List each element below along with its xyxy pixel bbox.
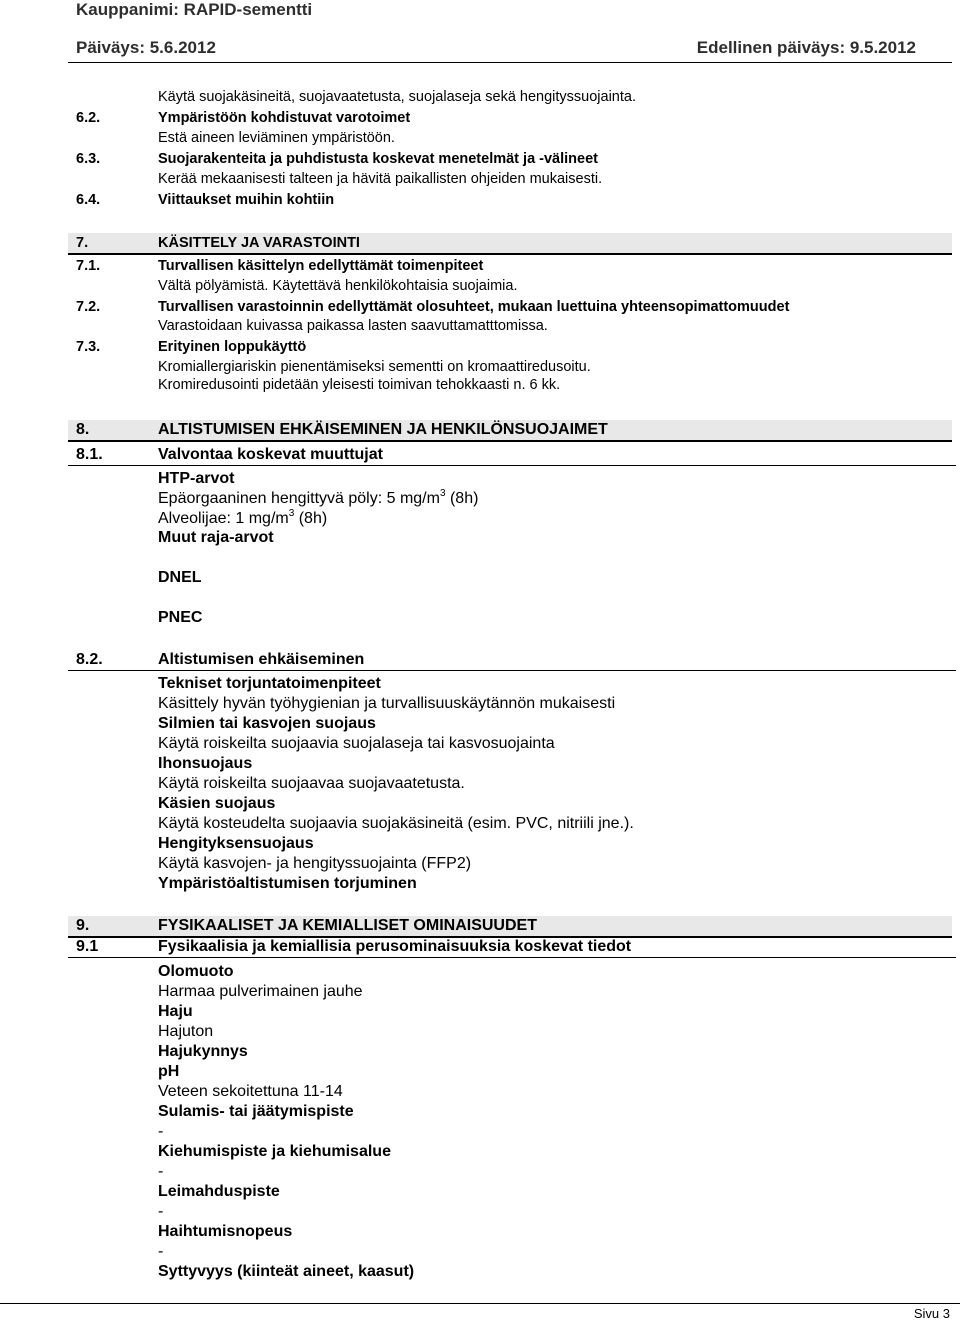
sec7-2-body: Varastoidaan kuivassa paikassa lasten saavuttamatttomissa.	[158, 318, 548, 334]
sec9-1-title: Fysikaalisia ja kemiallisia perusominaisuuksia koskevat tiedot	[158, 938, 632, 955]
melting-body: -	[158, 1123, 164, 1140]
sec7-3-body-b: Kromiredusointi pidetään yleisesti toimivan tehokkaasti n. 6 kk.	[158, 377, 561, 393]
eye-body: Käytä roiskeilta suojaavia suojalaseja tai kasvosuojainta	[158, 735, 555, 752]
sec7-3-number: 7.3.	[76, 339, 101, 355]
hand-body: Käytä kosteudelta suojaavia suojakäsineitä (esim. PVC, nitriili jne.).	[158, 815, 634, 832]
document-date: Päiväys: 5.6.2012	[76, 38, 216, 57]
sec6-4-number: 6.4.	[76, 192, 101, 208]
dust-limit-1: Epäorgaaninen hengittyvä pöly: 5 $mg/m^3$ (8h)	[158, 488, 479, 507]
flammability-heading: Syttyvyys (kiinteät aineet, kaasut)	[158, 1263, 415, 1280]
sec9-1-rule	[68, 957, 956, 958]
resp-heading: Hengityksensuojaus	[158, 835, 314, 852]
odor-body: Hajuton	[158, 1023, 214, 1040]
product-name: Kauppanimi: RAPID-sementti	[76, 0, 313, 19]
sec7-3-title: Erityinen loppukäyttö	[158, 339, 307, 355]
sec9-number: 9.	[76, 917, 90, 934]
form-heading: Olomuoto	[158, 963, 234, 980]
sec6-3-number: 6.3.	[76, 151, 101, 167]
eye-heading: Silmien tai kasvojen suojaus	[158, 715, 376, 732]
sec7-rule	[68, 254, 952, 255]
form-body: Harmaa pulverimainen jauhe	[158, 983, 363, 1000]
previous-date: Edellinen päiväys: 9.5.2012	[696, 38, 916, 57]
sec6-2-number: 6.2.	[76, 110, 101, 126]
sec8-1-number: 8.1.	[76, 446, 103, 463]
sec6-2-body: Estä aineen leviäminen ympäristöön.	[158, 130, 395, 146]
sec7-1-body: Vältä pölyämistä. Käytettävä henkilökohtaisia suojaimia.	[158, 278, 518, 294]
ph-heading: pH	[158, 1063, 180, 1080]
dnel-heading: DNEL	[158, 569, 202, 586]
sec6-3-title: Suojarakenteita ja puhdistusta koskevat menetelmät ja -välineet	[158, 151, 598, 167]
sec7-number: 7.	[76, 235, 89, 251]
sec7-1-title: Turvallisen käsittelyn edellyttämät toimenpiteet	[158, 258, 484, 274]
boiling-body: -	[158, 1163, 164, 1180]
page-number: Sivu 3	[913, 1306, 950, 1321]
pnec-heading: PNEC	[158, 609, 203, 626]
evaporation-heading: Haihtumisnopeus	[158, 1223, 293, 1240]
hand-heading: Käsien suojaus	[158, 795, 276, 812]
htp-heading: HTP-arvot	[158, 470, 235, 487]
evaporation-body: -	[158, 1243, 164, 1260]
sec8-rule	[68, 441, 952, 442]
skin-body: Käytä roiskeilta suojaavaa suojavaatetusta.	[158, 775, 465, 792]
boiling-heading: Kiehumispiste ja kiehumisalue	[158, 1143, 391, 1160]
header-rule	[68, 62, 952, 63]
tech-heading: Tekniset torjuntatoimenpiteet	[158, 675, 381, 692]
ph-body: Veteen sekoitettuna 11-14	[158, 1083, 343, 1100]
odor-threshold-heading: Hajukynnys	[158, 1043, 248, 1060]
footer-rule	[0, 1303, 960, 1304]
sec7-3-body-a: Kromiallergiariskin pienentämiseksi sementti on kromaattiredusoitu.	[158, 359, 591, 375]
sec7-title: KÄSITTELY JA VARASTOINTI	[158, 235, 360, 251]
tech-body: Käsittely hyvän työhygienian ja turvallisuuskäytännön mukaisesti	[158, 695, 616, 712]
other-limits-heading: Muut raja-arvot	[158, 529, 274, 546]
flash-body: -	[158, 1203, 164, 1220]
sec8-2-number: 8.2.	[76, 651, 103, 668]
skin-heading: Ihonsuojaus	[158, 755, 253, 772]
resp-body: Käytä kasvojen- ja hengityssuojainta (FFP2)	[158, 855, 472, 872]
sec8-1-title: Valvontaa koskevat muuttujat	[158, 446, 383, 463]
sec8-2-rule	[68, 670, 956, 671]
sec7-2-title: Turvallisen varastoinnin edellyttämät olosuhteet, mukaan luettuina yhteensopimattomuudet	[158, 299, 790, 315]
sec6-4-title: Viittaukset muihin kohtiin	[158, 192, 335, 208]
env-heading: Ympäristöaltistumisen torjuminen	[158, 875, 417, 892]
sec6-3-body: Kerää mekaanisesti talteen ja hävitä paikallisten ohjeiden mukaisesti.	[158, 171, 603, 187]
sec9-title: FYSIKAALISET JA KEMIALLISET OMINAISUUDET	[158, 917, 537, 934]
flash-heading: Leimahduspiste	[158, 1183, 280, 1200]
sec6-2-title: Ympäristöön kohdistuvat varotoimet	[158, 110, 411, 126]
sec7-2-number: 7.2.	[76, 299, 101, 315]
sec8-2-title: Altistumisen ehkäiseminen	[158, 651, 365, 668]
dust-limit-2: Alveolijae: 1 $mg/m^3$ (8h)	[158, 508, 328, 527]
odor-heading: Haju	[158, 1003, 193, 1020]
sec8-title: ALTISTUMISEN EHKÄISEMINEN JA HENKILÖNSUOJAIMET	[158, 421, 608, 438]
sec9-1-number: 9.1	[76, 938, 99, 955]
sec6-line: Käytä suojakäsineitä, suojavaatetusta, suojalaseja sekä hengityssuojainta.	[158, 89, 636, 105]
sec8-number: 8.	[76, 421, 90, 438]
sec8-1-rule	[68, 465, 956, 466]
melting-heading: Sulamis- tai jäätymispiste	[158, 1103, 354, 1120]
sec7-1-number: 7.1.	[76, 258, 101, 274]
